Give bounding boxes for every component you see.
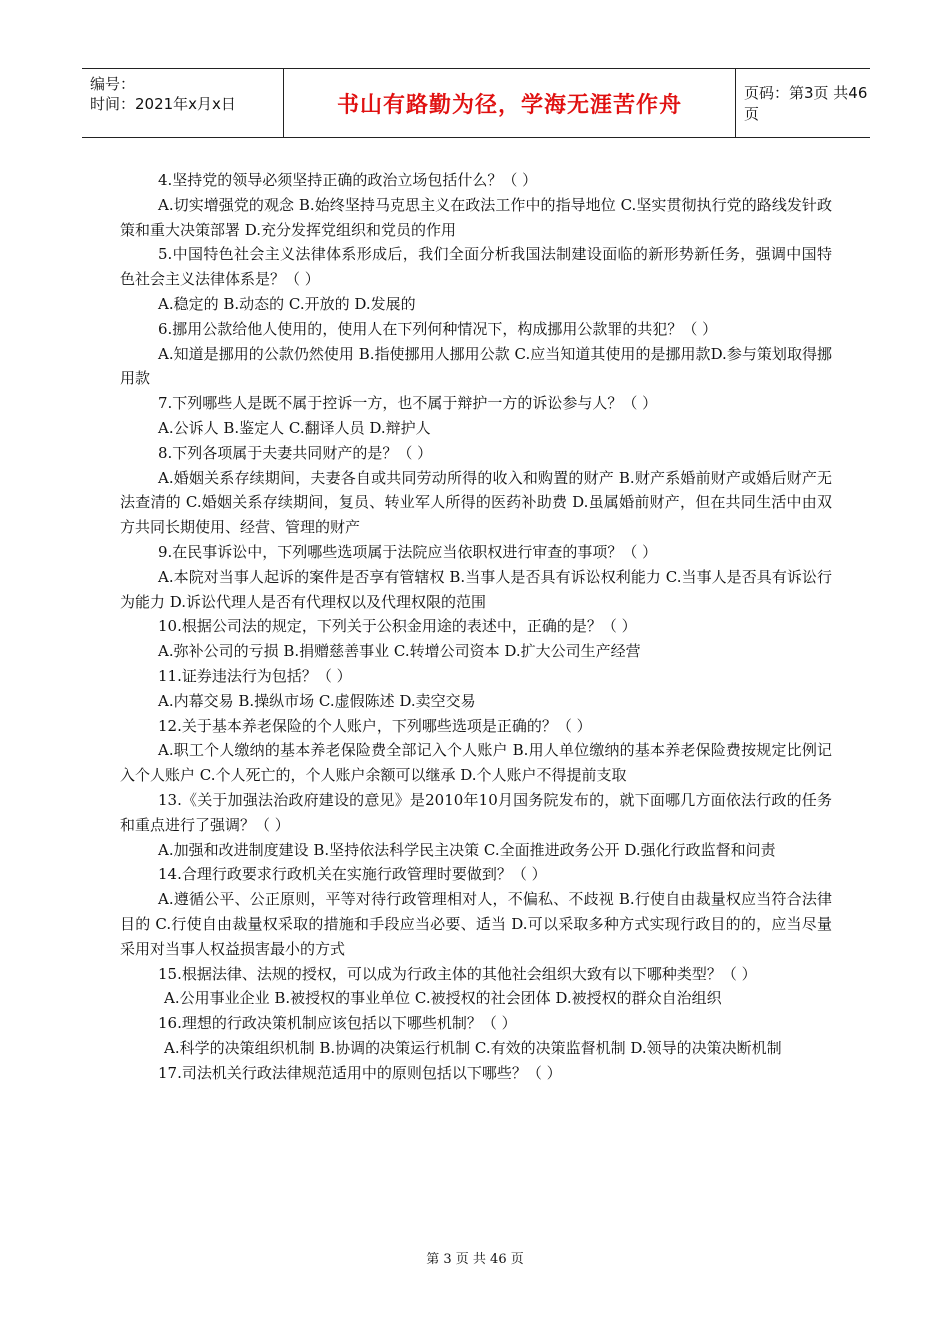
answer-options: A.稳定的 B.动态的 C.开放的 D.发展的 xyxy=(158,294,416,313)
header-motto-cell xyxy=(284,69,736,137)
question-stem: 8.下列各项属于夫妻共同财产的是？（ ） xyxy=(158,443,433,462)
question-stem: 15.根据法律、法规的授权，可以成为行政主体的其他社会组织大致有以下哪种类型？（ ） xyxy=(158,964,757,983)
answer-options: A.本院对当事人起诉的案件是否享有管辖权 B.当事人是否具有诉讼权利能力 C.当事人是否具有诉讼行为能力 D.诉讼代理人是否有代理权以及代理权限的范围 xyxy=(120,567,832,611)
header-motto: 书山有路勤为径，学海无涯苦作舟 xyxy=(336,92,682,118)
answer-options: A.加强和改进制度建设 B.坚持依法科学民主决策 C.全面推进政务公开 D.强化行政监督和问责 xyxy=(158,840,776,859)
question-list xyxy=(120,168,832,1085)
header-page-code: 页码：第3页 共46页 xyxy=(744,84,868,123)
answer-options: A.知道是挪用的公款仍然使用 B.指使挪用人挪用公款 C.应当知道其使用的是挪用款D.参与策划取得挪用款 xyxy=(120,344,832,388)
question-stem: 5.中国特色社会主义法律体系形成后，我们全面分析我国法制建设面临的新形势新任务，强调中国特色社会主义法律体系是？（ ） xyxy=(120,245,832,289)
question-stem: 11.证券违法行为包括？（ ） xyxy=(158,666,352,685)
answer-options: A.切实增强党的观念 B.始终坚持马克思主义在政法工作中的指导地位 C.坚实贯彻执行党的路线发针政策和重大决策部署 D.充分发挥党组织和党员的作用 xyxy=(120,195,832,239)
document-number-label: 编号： xyxy=(90,75,136,93)
answer-options: A.婚姻关系存续期间，夫妻各自或共同劳动所得的收入和购置的财产 B.财产系婚前财产或婚后财产无法查清的 C.婚姻关系存续期间，复员、转业军人所得的医药补助费 D.虽属婚前财产，但在共同生活中由双方共同长期使用、经营、管理的财产 xyxy=(120,468,832,537)
question-stem: 7.下列哪些人是既不属于控诉一方，也不属于辩护一方的诉讼参与人？（ ） xyxy=(158,394,658,413)
question-stem: 10.根据公司法的规定，下列关于公积金用途的表述中，正确的是？（ ） xyxy=(158,617,637,636)
header-meta-cell xyxy=(82,69,284,137)
answer-options: A.弥补公司的亏损 B.捐赠慈善事业 C.转增公司资本 D.扩大公司生产经营 xyxy=(158,642,641,661)
page-footer: 第 3 页 共 46 页 xyxy=(426,1252,524,1267)
answer-options: A.公诉人 B.鉴定人 C.翻译人员 D.辩护人 xyxy=(158,418,431,437)
question-stem: 4.坚持党的领导必须坚持正确的政治立场包括什么？（ ） xyxy=(158,171,538,189)
question-stem: 17.司法机关行政法律规范适用中的原则包括以下哪些？（ ） xyxy=(158,1063,562,1082)
answer-options: A.科学的决策组织机制 B.协调的决策运行机制 C.有效的决策监督机制 D.领导的决策决断机制 xyxy=(164,1038,782,1057)
answer-options: A.公用事业企业 B.被授权的事业单位 C.被授权的社会团体 D.被授权的群众自治组织 xyxy=(164,989,722,1008)
answer-options: A.遵循公平、公正原则，平等对待行政管理相对人，不偏私、不歧视 B.行使自由裁量权应当符合法律目的 C.行使自由裁量权采取的措施和手段应当必要、适当 D.可以采取多种方式实现行政目的的，应当尽量采用对当事人权益损害最小的方式 xyxy=(120,890,832,958)
answer-options: A.内幕交易 B.操纵市场 C.虚假陈述 D.卖空交易 xyxy=(158,691,476,710)
question-stem: 6.挪用公款给他人使用的，使用人在下列何种情况下，构成挪用公款罪的共犯？（ ） xyxy=(158,319,718,338)
question-stem: 12.关于基本养老保险的个人账户，下列哪些选项是正确的？（ ） xyxy=(158,716,592,735)
question-stem: 13.《关于加强法治政府建设的意见》是2010年10月国务院发布的，就下面哪几方面依法行政的任务和重点进行了强调？（ ） xyxy=(120,790,832,834)
document-date-label: 时间：2021年x月x日 xyxy=(90,95,236,113)
header-table xyxy=(82,68,870,138)
question-stem: 14.合理行政要求行政机关在实施行政管理时要做到？（ ） xyxy=(158,865,547,884)
question-stem: 16.理想的行政决策机制应该包括以下哪些机制？（ ） xyxy=(158,1014,517,1033)
answer-options: A.职工个人缴纳的基本养老保险费全部记入个人账户 B.用人单位缴纳的基本养老保险费按规定比例记入个人账户 C.个人死亡的，个人账户余额可以继承 D.个人账户不得提前支取 xyxy=(120,741,832,785)
question-stem: 9.在民事诉讼中，下列哪些选项属于法院应当依职权进行审查的事项？（ ） xyxy=(158,542,658,561)
